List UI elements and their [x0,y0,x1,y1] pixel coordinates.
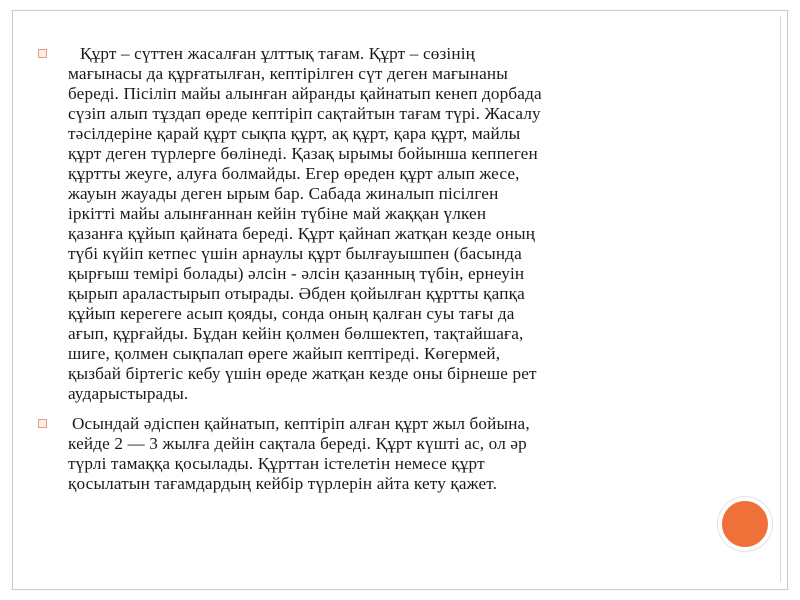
slide-content [38,44,710,494]
bullet-line: ағып, құрғайды. Бұдан кейін қолмен бөлшектеп, тақтайшаға, [68,324,524,343]
bullet-line: құртты жеуге, алуға болмайды. Егер өреден құрт алып жесе, [68,164,520,183]
bullet-paragraph-2 [38,414,710,494]
bullet-line: құйып керегеге асып қояды, сонда оның қалған суы тағы да [68,304,515,323]
bullet-line: Құрт – сүттен жасалған ұлттық тағам. Құрт – сөзінің [80,44,475,63]
bullet-line: түрлі тамаққа қосылады. Құрттан істелетін немесе құрт [68,454,485,473]
frame-accent-line [780,16,781,582]
bullet-line: қызбай біртегіс кебу үшін өреде жатқан кезде оны бірнеше рет [68,364,537,383]
bullet-line: сүзіп алып тұздап өреде кептіріп сақтайтын тағам түрі. Жасалу [68,104,541,123]
bullet-line: қазанға құйып қайната береді. Құрт қайнап жатқан кезде оның [68,224,536,243]
bullet-line: құрт деген түрлерге бөлінеді. Қазақ ырымы бойынша кеппеген [68,144,538,163]
bullet-line: аударыстырады. [68,384,189,403]
orange-circle-decoration [718,497,772,551]
bullet-paragraph-1 [38,44,710,404]
bullet-line: қырғыш темірі болады) әлсін - әлсін қазанның түбін, ернеуін [68,264,525,283]
bullet-square-icon [38,419,47,428]
bullet-line: жауын жауады деген ырым бар. Сабада жиналып пісілген [68,184,499,203]
bullet-line: шиге, қолмен сықпалап өреге жайып кептіреді. Көгермей, [68,344,501,363]
bullet-line: Осындай әдіспен қайнатып, кептіріп алған құрт жыл бойына, [72,414,530,433]
bullet-line: іркітті майы алынғаннан кейін түбіне май жаққан үлкен [68,204,487,223]
bullet-line: береді. Пісіліп майы алынған айранды қайнатып кенеп дорбада [68,84,542,103]
bullet-line: қырып араластырып отырады. Әбден қойылған құртты қапқа [68,284,525,303]
bullet-line: мағынасы да құрғатылған, кептірілген сүт деген мағынаны [68,64,508,83]
bullet-line: қосылатын тағамдардың кейбір түрлерін айта кету қажет. [68,474,498,493]
bullet-line: тәсілдеріне қарай құрт сықпа құрт, ақ құрт, қара құрт, майлы [68,124,521,143]
bullet-square-icon [38,49,47,58]
bullet-line: кейде 2 — 3 жылға дейін сақтала береді. Құрт күшті ас, ол әр [68,434,527,453]
bullet-line: түбі күйіп кетпес үшін арнаулы құрт былғауышпен (басында [68,244,522,263]
